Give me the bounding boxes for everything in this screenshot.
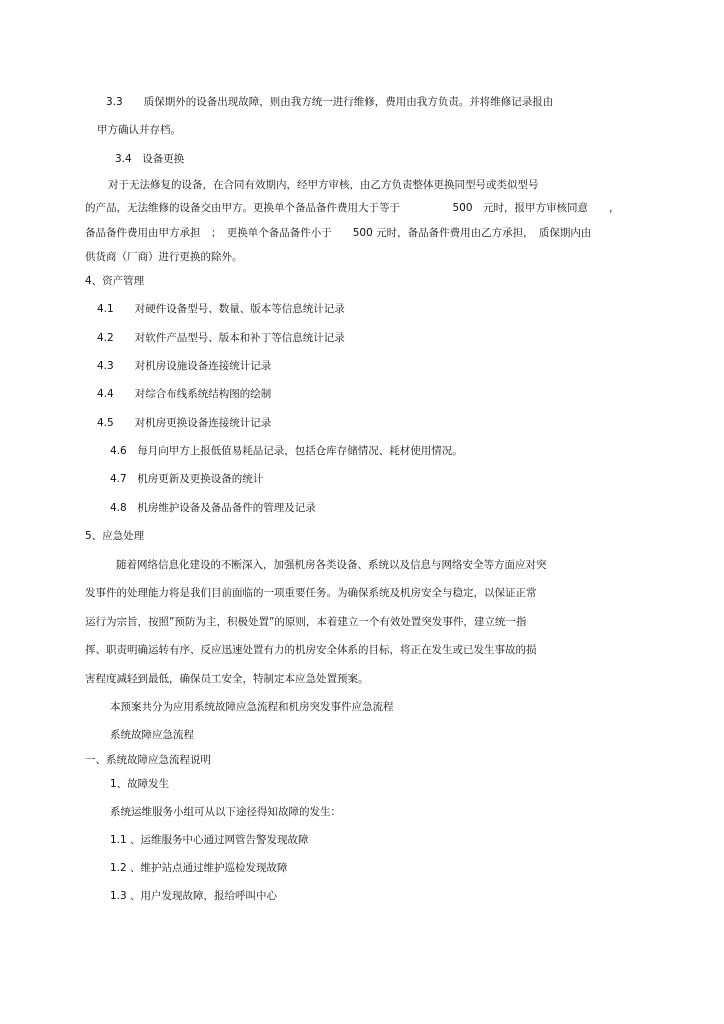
list-item: 4.8 机房维护设备及备品备件的管理及记录: [110, 502, 316, 514]
paragraph-line: 对于无法修复的设备，在合同有效期内，经甲方审核，由乙方负责整体更换同型号或类似型号: [108, 179, 539, 191]
list-item: 4.5 对机房更换设备连接统计记录: [97, 417, 272, 429]
list-item: 4.3 对机房设施设备连接统计记录: [97, 360, 272, 372]
subsection-heading: 系统故障应急流程: [110, 729, 194, 741]
paragraph-line: 供货商（厂商）进行更换的除外。: [85, 251, 243, 263]
section-heading: 4、资产管理: [85, 275, 145, 287]
subsection-heading: 1、故障发生: [110, 778, 170, 790]
list-item: 4.2 对软件产品型号、版本和补丁等信息统计记录: [97, 332, 345, 344]
paragraph-line: 随着网络信息化建设的不断深入，加强机房各类设备、系统以及信息与网络安全等方面应对突: [116, 559, 547, 571]
paragraph-line: 甲方确认并存档。: [97, 124, 181, 136]
paragraph-line: 的产品，无法维修的设备交由甲方。更换单个备品备件费用大于等于 500 元时，报甲方审核同意 ，: [85, 202, 620, 214]
section-heading: 5、应急处理: [85, 530, 145, 542]
paragraph-line: 备品备件费用由甲方承担 ； 更换单个备品备件小于 500 元时，备品备件费用由乙方承担， 质保期内由: [85, 227, 592, 239]
list-item: 1.1 、运维服务中心通过网管告警发现故障: [110, 834, 309, 846]
paragraph-line: 发事件的处理能力将是我们目前面临的一项重要任务。为确保系统及机房安全与稳定，以保证正常: [85, 587, 537, 599]
list-item: 4.1 对硬件设备型号、数量、版本等信息统计记录: [97, 303, 345, 315]
list-item: 1.2 、维护站点通过维护巡检发现故障: [110, 862, 288, 874]
paragraph-line: 本预案共分为应用系统故障应急流程和机房突发事件应急流程: [110, 701, 394, 713]
section-heading: 3.4 设备更换: [115, 153, 185, 165]
paragraph-line: 3.3 质保期外的设备出现故障，则由我方统一进行维修，费用由我方负责。并将维修记录报由: [106, 96, 554, 108]
paragraph-line: 挥、职责明确运转有序、反应迅速处置有力的机房安全体系的目标，将正在发生或已发生事故的损: [85, 644, 537, 656]
list-item: 4.4 对综合布线系统结构图的绘制: [97, 388, 272, 400]
list-item: 4.7 机房更新及更换设备的统计: [110, 473, 264, 485]
paragraph-line: 系统运维服务小组可从以下途径得知故障的发生：: [110, 806, 341, 818]
list-item: 4.6 每月向甲方上报低值易耗品记录，包括仓库存储情况、耗材使用情况。: [110, 445, 463, 457]
paragraph-line: 运行为宗旨，按照”预防为主，积极处置”的原则，本着建立一个有效处置突发事件，建立统一指: [85, 616, 527, 628]
list-item: 1.3 、用户发现故障，报给呼叫中心: [110, 890, 278, 902]
paragraph-line: 害程度减轻到最低，确保员工安全，特制定本应急处置预案。: [85, 673, 369, 685]
section-heading: 一、系统故障应急流程说明: [85, 754, 211, 766]
